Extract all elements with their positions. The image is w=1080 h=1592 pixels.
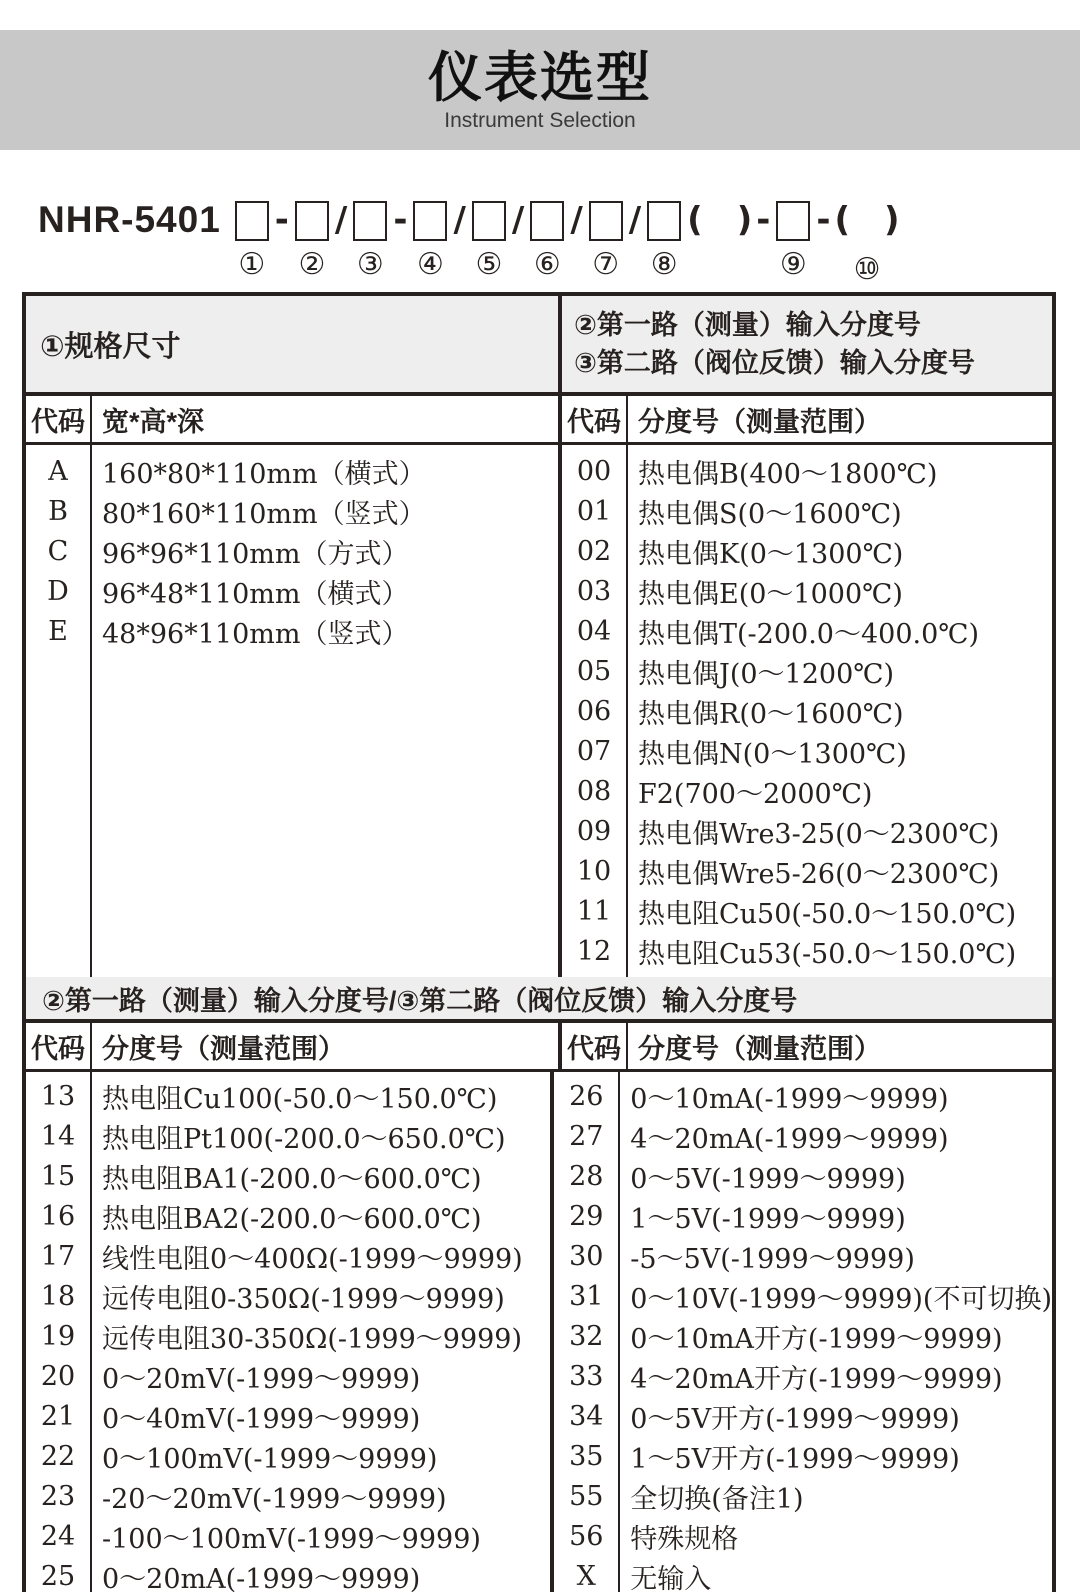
column-divider: [626, 445, 628, 977]
table-row: [554, 1436, 1052, 1476]
column-header-range: 分度号（测量范围）: [638, 1033, 881, 1064]
row-code: C: [47, 535, 69, 567]
row-desc: -5～5V(-1999～9999): [630, 1243, 915, 1275]
column-header-code: 代码: [26, 1023, 92, 1069]
circled-number: [818, 252, 828, 288]
row-code: 10: [576, 855, 612, 887]
separator-glyph: -: [816, 200, 831, 240]
model-number: NHR-5401: [38, 199, 221, 240]
separator-glyph: /: [453, 200, 466, 240]
circled-number: ⑧: [650, 247, 678, 282]
table-row: [562, 771, 1052, 811]
bottom-left-subheader: [26, 1023, 558, 1069]
input-codes-list-13-25: [26, 1072, 550, 1592]
column-header-code: 代码: [562, 1023, 628, 1069]
row-desc: 80*160*110mm（竖式）: [102, 498, 426, 530]
row-desc: 无输入: [630, 1563, 712, 1592]
table-row: [26, 1076, 550, 1116]
table-row: [562, 931, 1052, 971]
dimension-codes-list: [26, 445, 558, 977]
separator-glyph: /: [570, 200, 583, 240]
table-row: [26, 1516, 550, 1556]
bottom-right-subheader: [558, 1023, 1052, 1069]
column-divider: [618, 1072, 620, 1592]
row-desc: 远传电阻0-350Ω(-1999～9999): [102, 1283, 505, 1315]
row-desc: 0～20mV(-1999～9999): [102, 1363, 421, 1395]
code-separator: [568, 194, 584, 288]
table-row: [554, 1116, 1052, 1156]
row-desc: 96*48*110mm（横式）: [102, 578, 409, 610]
circled-number: ③: [356, 247, 384, 282]
table-row: [554, 1316, 1052, 1356]
code-separator: [814, 194, 832, 288]
page-banner: [0, 30, 1080, 150]
code-box: [295, 201, 329, 241]
row-desc: 热电阻BA2(-200.0～600.0℃): [102, 1203, 482, 1235]
code-segment-9: [772, 194, 814, 283]
separator-glyph: /: [511, 200, 525, 240]
table-row: [562, 571, 1052, 611]
row-desc: 热电偶J(0～1200℃): [638, 658, 894, 690]
row-desc: 160*80*110mm（横式）: [102, 458, 426, 490]
code-segment-1: [231, 194, 273, 283]
code-segment-2: [291, 194, 333, 283]
row-desc: -20～20mV(-1999～9999): [102, 1483, 447, 1515]
selection-table: [22, 292, 1056, 1592]
separator-glyph: -: [756, 200, 771, 240]
row-desc: 热电偶Wre5-26(0～2300℃): [638, 858, 1000, 890]
circled-number: [572, 252, 582, 288]
table-row: [562, 651, 1052, 691]
circled-number: ⑩: [853, 252, 881, 287]
row-desc: 热电偶R(0～1600℃): [638, 698, 904, 730]
section-header-band: ②第一路（测量）输入分度号/③第二路（阀位反馈）输入分度号: [26, 977, 1052, 1023]
row-desc: F2(700～2000℃): [638, 778, 873, 810]
row-desc: 48*96*110mm（竖式）: [102, 618, 409, 650]
row-code: 15: [40, 1160, 76, 1192]
table-row: [562, 891, 1052, 931]
table-row: [562, 811, 1052, 851]
table-row: [26, 451, 558, 491]
paren-glyph: ( ): [687, 200, 753, 240]
table-header-row: [26, 296, 1052, 396]
table-row: [26, 1556, 550, 1592]
table-row: [554, 1156, 1052, 1196]
table-row: [554, 1236, 1052, 1276]
separator-glyph: /: [334, 200, 348, 240]
row-code: 14: [40, 1120, 76, 1152]
row-code: B: [48, 495, 68, 527]
row-code: D: [47, 575, 69, 607]
row-desc: 0～10mA(-1999～9999): [630, 1083, 949, 1115]
row-desc: 热电偶E(0～1000℃): [638, 578, 903, 610]
code-separator: [391, 194, 409, 288]
top-subheader-row: [26, 396, 1052, 445]
row-code: 05: [576, 655, 612, 687]
row-code: 27: [569, 1120, 604, 1152]
row-desc: 特殊规格: [630, 1523, 739, 1555]
row-desc: 热电阻Cu53(-50.0～150.0℃): [638, 938, 1017, 970]
table-row: [562, 691, 1052, 731]
code-box: [413, 201, 447, 241]
code-segment-4: [409, 194, 451, 283]
column-header-code: 代码: [562, 396, 628, 442]
row-code: 21: [40, 1400, 76, 1432]
row-desc: 热电阻Pt100(-200.0～650.0℃): [102, 1123, 506, 1155]
row-code: X: [576, 1560, 596, 1592]
table-row: [26, 611, 558, 651]
row-code: 11: [576, 895, 612, 927]
row-desc: 0～100mV(-1999～9999): [102, 1443, 438, 1475]
column-header-code: 代码: [26, 396, 92, 442]
table-row: [562, 611, 1052, 651]
code-separator: [627, 194, 643, 288]
table-row: [554, 1356, 1052, 1396]
row-code: 30: [569, 1240, 604, 1272]
row-desc: 线性电阻0～400Ω(-1999～9999): [102, 1243, 523, 1275]
row-desc: 热电偶N(0～1300℃): [638, 738, 907, 770]
table-row: [554, 1516, 1052, 1556]
row-code: 23: [40, 1480, 76, 1512]
separator-glyph: -: [274, 200, 289, 240]
code-box: [353, 201, 387, 241]
input-codes-list-00-12: [558, 445, 1052, 977]
row-code: 07: [576, 735, 612, 767]
row-desc: 0～20mA(-1999～9999): [102, 1563, 421, 1592]
row-code: 18: [40, 1280, 76, 1312]
row-desc: 0～40mV(-1999～9999): [102, 1403, 421, 1435]
row-code: 01: [576, 495, 612, 527]
circled-number: [758, 252, 768, 288]
column-divider: [90, 1072, 92, 1592]
column-header-dims: 宽*高*深: [102, 406, 205, 437]
row-code: E: [48, 615, 68, 647]
circled-number: ⑨: [779, 247, 807, 282]
row-code: 26: [569, 1080, 604, 1112]
circled-number: ⑥: [533, 247, 561, 282]
row-desc: 0～5V开方(-1999～9999): [630, 1403, 960, 1435]
row-desc: 热电偶T(-200.0～400.0℃): [638, 618, 979, 650]
row-desc: -100～100mV(-1999～9999): [102, 1523, 481, 1555]
section-header-dimensions: ①规格尺寸: [40, 330, 181, 363]
circled-number: [715, 252, 725, 288]
model-code-line: [38, 194, 1080, 287]
table-row: [554, 1476, 1052, 1516]
paren-glyph: ( ): [834, 200, 900, 240]
row-desc: 全切换(备注1): [630, 1483, 804, 1515]
table-row: [26, 1476, 550, 1516]
row-code: 22: [40, 1440, 76, 1472]
code-segment-3: [349, 194, 391, 283]
table-row: [554, 1396, 1052, 1436]
column-header-range: 分度号（测量范围）: [102, 1033, 345, 1064]
row-desc: 4～20mA(-1999～9999): [630, 1123, 949, 1155]
table-row: [554, 1556, 1052, 1592]
table-row: [26, 1396, 550, 1436]
table-row: [26, 1156, 550, 1196]
row-code: 56: [569, 1520, 604, 1552]
row-code: 32: [569, 1320, 604, 1352]
row-desc: 远传电阻30-350Ω(-1999～9999): [102, 1323, 523, 1355]
table-row: [26, 1116, 550, 1156]
circled-number: [395, 252, 405, 288]
row-code: 17: [40, 1240, 76, 1272]
row-desc: 热电阻BA1(-200.0～600.0℃): [102, 1163, 482, 1195]
code-paren-group: [685, 194, 754, 288]
code-box: [589, 201, 623, 241]
table-row: [554, 1196, 1052, 1236]
table-row: [26, 531, 558, 571]
circled-number: [336, 252, 346, 288]
row-code: 06: [576, 695, 612, 727]
top-right-subheader: [558, 396, 1052, 442]
row-code: 19: [40, 1320, 76, 1352]
code-box: [530, 201, 564, 241]
row-code: 00: [576, 455, 612, 487]
code-paren-group-10: [832, 194, 901, 288]
circled-number: ⑦: [592, 247, 620, 282]
table-row: [26, 571, 558, 611]
row-code: 20: [40, 1360, 76, 1392]
separator-glyph: /: [628, 200, 642, 240]
circled-number: [455, 252, 465, 288]
code-box: [472, 201, 506, 241]
table-row: [554, 1276, 1052, 1316]
table-row: [26, 1316, 550, 1356]
row-code: 29: [569, 1200, 604, 1232]
row-code: 55: [569, 1480, 604, 1512]
code-box: [647, 201, 681, 241]
circled-number: ⑤: [475, 247, 503, 282]
table-row: [26, 1276, 550, 1316]
code-box: [235, 201, 269, 241]
row-code: A: [48, 455, 68, 487]
input-codes-list-26-x: [550, 1072, 1052, 1592]
table-row: [26, 1436, 550, 1476]
row-code: 12: [576, 935, 612, 967]
code-box: [776, 201, 810, 241]
row-code: 13: [40, 1080, 76, 1112]
page-subtitle: Instrument Selection: [444, 108, 636, 132]
row-code: 08: [576, 775, 612, 807]
table-row: [562, 491, 1052, 531]
table-row: [26, 491, 558, 531]
row-desc: 1～5V开方(-1999～9999): [630, 1443, 960, 1475]
column-header-range: 分度号（测量范围）: [638, 406, 881, 437]
row-code: 04: [576, 615, 612, 647]
row-desc: 0～10mA开方(-1999～9999): [630, 1323, 1003, 1355]
code-segment-5: [468, 194, 510, 283]
bottom-subheader-row: [26, 1023, 1052, 1072]
row-code: 35: [569, 1440, 604, 1472]
circled-number: [277, 252, 287, 288]
row-code: 31: [569, 1280, 604, 1312]
circled-number: ④: [417, 247, 444, 282]
top-left-subheader: [26, 396, 558, 442]
row-desc: 热电偶K(0～1300℃): [638, 538, 904, 570]
code-separator: [273, 194, 291, 288]
separator-glyph: -: [393, 200, 408, 240]
row-code: 33: [569, 1360, 604, 1392]
code-separator: [333, 194, 349, 288]
circled-number: ②: [298, 247, 326, 282]
row-desc: 热电偶B(400～1800℃): [638, 458, 938, 490]
row-code: 34: [569, 1400, 604, 1432]
row-code: 24: [40, 1520, 76, 1552]
row-code: 28: [569, 1160, 604, 1192]
column-divider: [90, 445, 92, 977]
header-line-2: ③第二路（阀位反馈）输入分度号: [574, 348, 975, 378]
row-desc: 0～10V(-1999～9999)(不可切换): [630, 1283, 1052, 1315]
section-header-inputs: [558, 296, 1052, 392]
code-separator: [510, 194, 526, 288]
code-segment-6: [526, 194, 568, 283]
header-line-1: ②第一路（测量）输入分度号: [574, 310, 921, 340]
code-segment-8: [643, 194, 685, 283]
code-segment-7: [585, 194, 627, 283]
table-row: [554, 1076, 1052, 1116]
row-code: 03: [576, 575, 612, 607]
code-separator: [754, 194, 772, 288]
row-code: 25: [40, 1560, 76, 1592]
row-desc: 96*96*110mm（方式）: [102, 538, 409, 570]
circled-number: [513, 252, 523, 288]
table-row: [26, 1236, 550, 1276]
row-desc: 热电阻Cu100(-50.0～150.0℃): [102, 1083, 498, 1115]
row-code: 02: [576, 535, 612, 567]
row-desc: 热电阻Cu50(-50.0～150.0℃): [638, 898, 1017, 930]
circled-number: [630, 252, 640, 288]
table-row: [562, 851, 1052, 891]
circled-number: ①: [238, 247, 266, 282]
row-desc: 4～20mA开方(-1999～9999): [630, 1363, 1003, 1395]
code-separator: [451, 194, 467, 288]
table-row: [562, 731, 1052, 771]
row-desc: 热电偶S(0～1600℃): [638, 498, 902, 530]
row-desc: 热电偶Wre3-25(0～2300℃): [638, 818, 1000, 850]
row-desc: 1～5V(-1999～9999): [630, 1203, 906, 1235]
bottom-table-body: [26, 1072, 1052, 1592]
row-desc: 0～5V(-1999～9999): [630, 1163, 906, 1195]
top-table-body: [26, 445, 1052, 977]
row-code: 16: [40, 1200, 76, 1232]
table-row: [562, 531, 1052, 571]
page-title: 仪表选型: [428, 47, 652, 108]
table-row: [26, 1196, 550, 1236]
row-code: 09: [576, 815, 612, 847]
table-row: [562, 451, 1052, 491]
table-row: [26, 1356, 550, 1396]
